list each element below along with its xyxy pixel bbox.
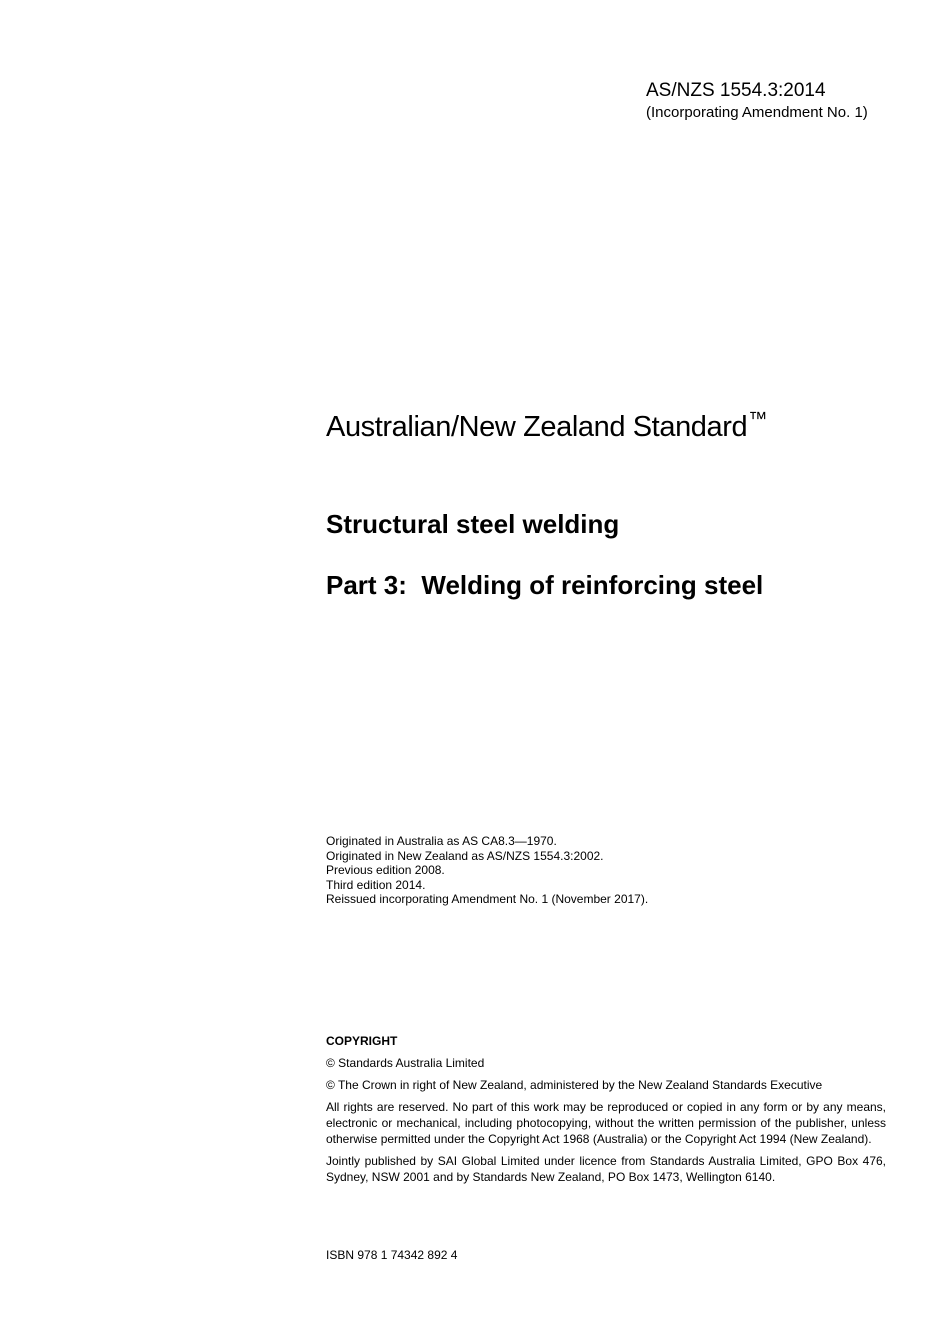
standard-type-text: Australian/New Zealand Standard: [326, 411, 748, 443]
history-line: Originated in New Zealand as AS/NZS 1554.3:2002.: [326, 848, 604, 863]
history-line: Third edition 2014.: [326, 877, 426, 892]
history-line: Reissued incorporating Amendment No. 1 (November 2017).: [326, 892, 649, 907]
standard-designation: AS/NZS 1554.3:2014: [646, 80, 826, 101]
copyright-australia: © Standards Australia Limited: [326, 1056, 485, 1070]
part-title: Part 3: Welding of reinforcing steel: [326, 570, 764, 600]
isbn: ISBN 978 1 74342 892 4: [326, 1248, 458, 1262]
rights-statement: All rights are reserved. No part of this work may be reproduced or copied in any form or by any means, electronic or mechanical, including photocopying, without the written permission of the publisher, unless otherwise permitted under the Copyright Act 1968 (Australia) or the Copyright Act 1994 (New Zealand).: [326, 1100, 886, 1146]
trademark-symbol: ™: [748, 409, 767, 430]
history-line: Originated in Australia as AS CA8.3—1970.: [326, 834, 557, 848]
history-line: Previous edition 2008.: [326, 863, 445, 878]
edition-history: [326, 834, 886, 907]
copyright-heading: COPYRIGHT: [326, 1034, 398, 1048]
standard-type-title: [326, 402, 767, 445]
document-title: Structural steel welding: [326, 509, 620, 539]
copyright-block: [326, 1033, 886, 1191]
amendment-note: (Incorporating Amendment No. 1): [646, 104, 868, 121]
copyright-new-zealand: © The Crown in right of New Zealand, administered by the New Zealand Standards Executive: [326, 1078, 823, 1092]
publisher-statement: Jointly published by SAI Global Limited under licence from Standards Australia Limited, GPO Box 476, Sydney, NSW 2001 and by Standards New Zealand, PO Box 1473, Wellington 6140.: [326, 1154, 886, 1184]
